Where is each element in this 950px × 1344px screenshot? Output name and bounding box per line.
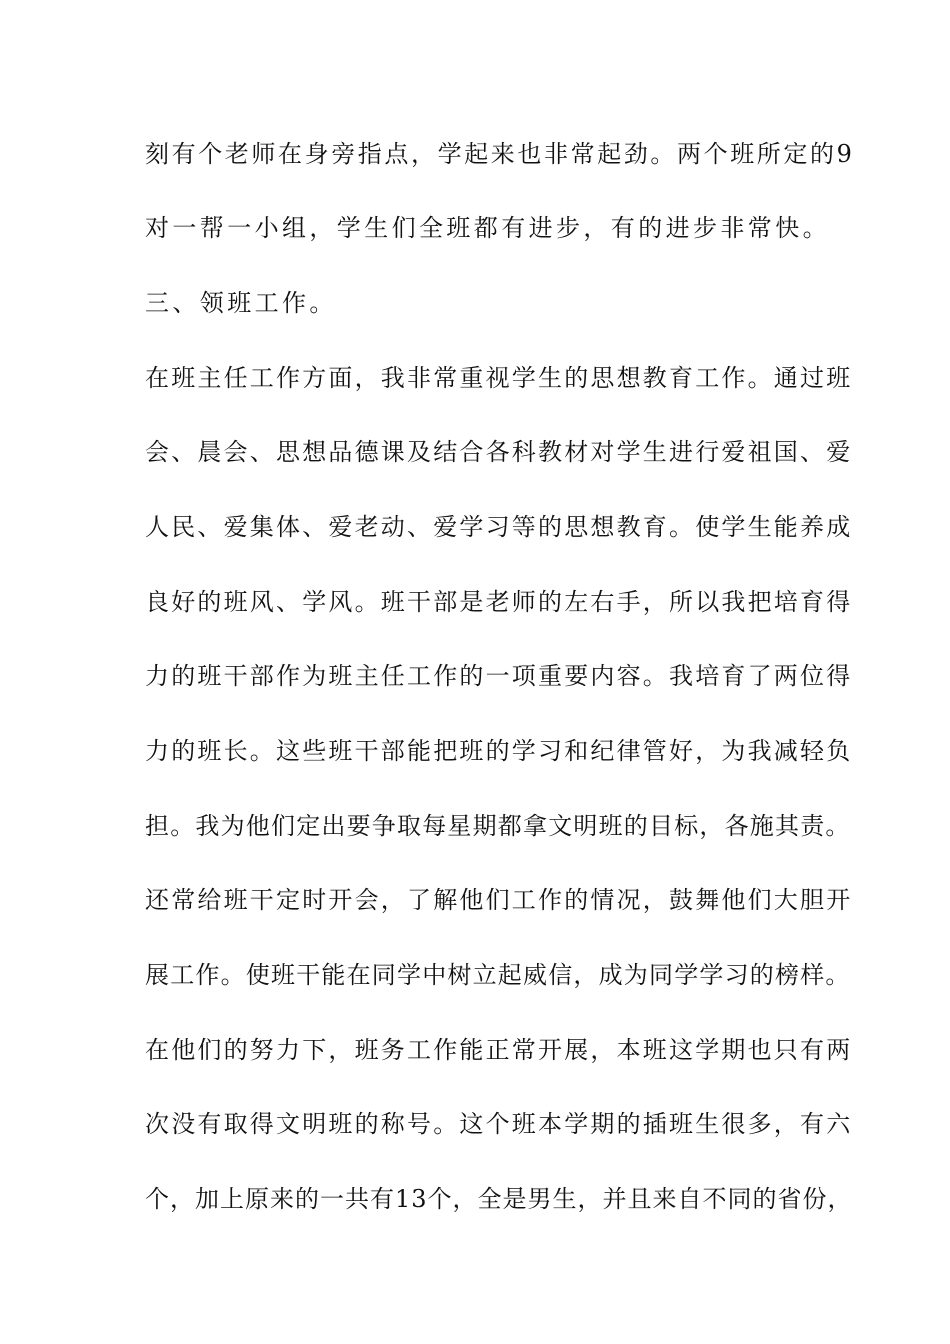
text-line: 个，加上原来的一共有13个，全是男生，并且来自不同的省份， bbox=[145, 1185, 853, 1213]
text-line: 展工作。使班干能在同学中树立起威信，成为同学学习的榜样。 bbox=[145, 961, 851, 989]
text-line: 力的班干部作为班主任工作的一项重要内容。我培育了两位得 bbox=[145, 662, 853, 690]
text-line: 对一帮一小组，学生们全班都有进步，有的进步非常快。 bbox=[145, 214, 830, 242]
text-line: 刻有个老师在身旁指点，学起来也非常起劲。两个班所定的9 bbox=[145, 140, 855, 168]
text-line: 在他们的努力下，班务工作能正常开展，本班这学期也只有两 bbox=[145, 1036, 853, 1064]
section-heading: 三、领班工作。 bbox=[145, 289, 337, 317]
text-line: 担。我为他们定出要争取每星期都拿文明班的目标，各施其责。 bbox=[145, 812, 851, 840]
text-line: 人民、爱集体、爱老动、爱学习等的思想教育。使学生能养成 bbox=[145, 513, 853, 541]
text-line: 在班主任工作方面，我非常重视学生的思想教育工作。通过班 bbox=[145, 364, 853, 392]
text-line: 会、晨会、思想品德课及结合各科教材对学生进行爱祖国、爱 bbox=[145, 438, 853, 466]
text-line: 力的班长。这些班干部能把班的学习和纪律管好，为我减轻负 bbox=[145, 737, 853, 765]
text-line: 次没有取得文明班的称号。这个班本学期的插班生很多，有六 bbox=[145, 1110, 853, 1138]
text-line: 还常给班干定时开会，了解他们工作的情况，鼓舞他们大胆开 bbox=[145, 886, 853, 914]
text-line: 良好的班风、学风。班干部是老师的左右手，所以我把培育得 bbox=[145, 588, 853, 616]
